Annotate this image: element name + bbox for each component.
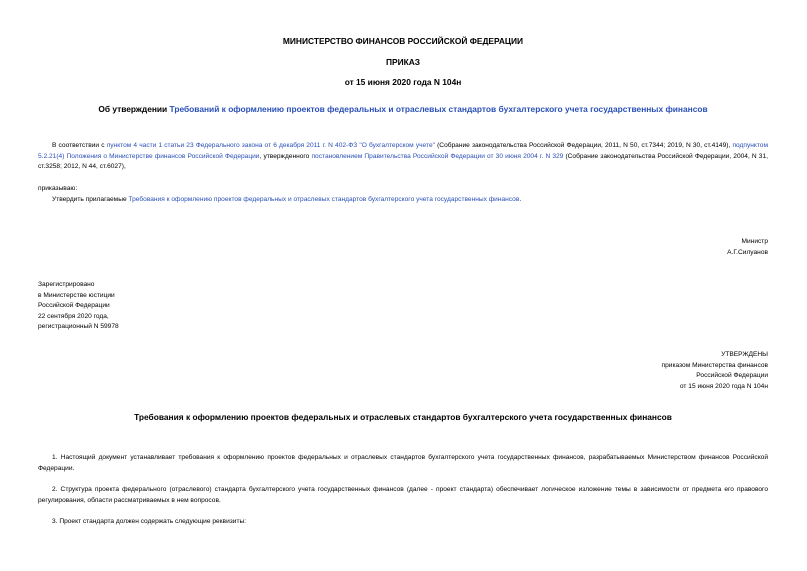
- requirements-p3: 3. Проект стандарта должен содержать следующие реквизиты:: [52, 518, 247, 525]
- preamble-text-3: , утвержденного: [259, 152, 310, 160]
- title-prefix: Об утверждении: [98, 104, 168, 114]
- approval-line: приказом Министерства финансов: [661, 361, 768, 369]
- registration-line: в Министерстве юстиции: [38, 291, 115, 299]
- approval-line: от 15 июня 2020 года N 104н: [679, 382, 768, 390]
- doc-type-heading: ПРИКАЗ: [385, 57, 421, 67]
- decree-329-link[interactable]: постановлением Правительства Российской Федерации от 30 июня 2004 г. N 329: [311, 152, 564, 160]
- preamble-text-4: (Собрание законодательства Российской Федерации, 2004, N 31, ст.3258; 2012, N 44, ст.6027),: [38, 152, 768, 171]
- regulation-link[interactable]: подпунктом 5.2.21(4) Положения о Министерстве финансов Российской Федерации: [38, 142, 768, 160]
- title-link[interactable]: Требований к оформлению проектов федеральных и отраслевых стандартов бухгалтерского учета государственных финансов: [169, 104, 708, 114]
- requirements-link[interactable]: Требования к оформлению проектов федеральных и отраслевых стандартов бухгалтерского учета государственных финансов: [128, 196, 520, 203]
- registration-line: Российской Федерации: [38, 302, 110, 310]
- preamble-text-2: (Собрание законодательства Российской Федерации, 2011, N 50, ст.7344; 2019, N 30, ст.4149),: [437, 142, 731, 149]
- doc-date: от 15 июня 2020 года N 104н: [344, 77, 462, 87]
- doc-title: [38, 104, 768, 115]
- registration-line: регистрационный N 59978: [38, 323, 119, 331]
- registration-line: Зарегистрировано: [38, 281, 95, 288]
- requirements-p2: 2. Структура проекта федерального (отраслевого) стандарта бухгалтерского учета государственных финансов (далее - проект стандарта) обеспечивает логическое изложение темы в зависимости от предмета его правового регулирования, области рассматриваемых в нем вопросов.: [38, 486, 768, 504]
- requirements-p1: 1. Настоящий документ устанавливает требования к оформлению проектов федеральных и отраслевых стандартов бухгалтерского учета государственных финансов, разрабатываемых Министерством финансов Российской Федерации.: [38, 454, 768, 472]
- registration-block: [38, 280, 119, 333]
- preamble-text-1: В соответствии с: [52, 142, 105, 149]
- order-text-2: .: [519, 196, 522, 203]
- registration-line: 22 сентября 2020 года,: [38, 312, 109, 320]
- approval-line: Российской Федерации: [696, 372, 768, 380]
- signature-name: А.Г.Силуанов: [727, 248, 768, 256]
- law-402-link[interactable]: пунктом 4 части 1 статьи 23 Федерального закона от 6 декабря 2011 г. N 402-ФЗ "О бухгалтерском учете": [106, 142, 435, 149]
- preamble-paragraph: [38, 141, 768, 173]
- order-paragraph: [38, 195, 768, 206]
- approval-block: [662, 350, 768, 392]
- signature-position: Министр: [741, 238, 768, 245]
- order-text-1: Утвердить прилагаемые: [52, 196, 127, 203]
- approval-line: УТВЕРЖДЕНЫ: [721, 351, 768, 358]
- order-verb: приказываю:: [38, 185, 78, 192]
- requirements-title: Требования к оформлению проектов федеральных и отраслевых стандартов бухгалтерского учета государственных финансов: [134, 412, 672, 422]
- signature-block: [727, 237, 768, 258]
- ministry-heading: МИНИСТЕРСТВО ФИНАНСОВ РОССИЙСКОЙ ФЕДЕРАЦИИ: [282, 36, 524, 46]
